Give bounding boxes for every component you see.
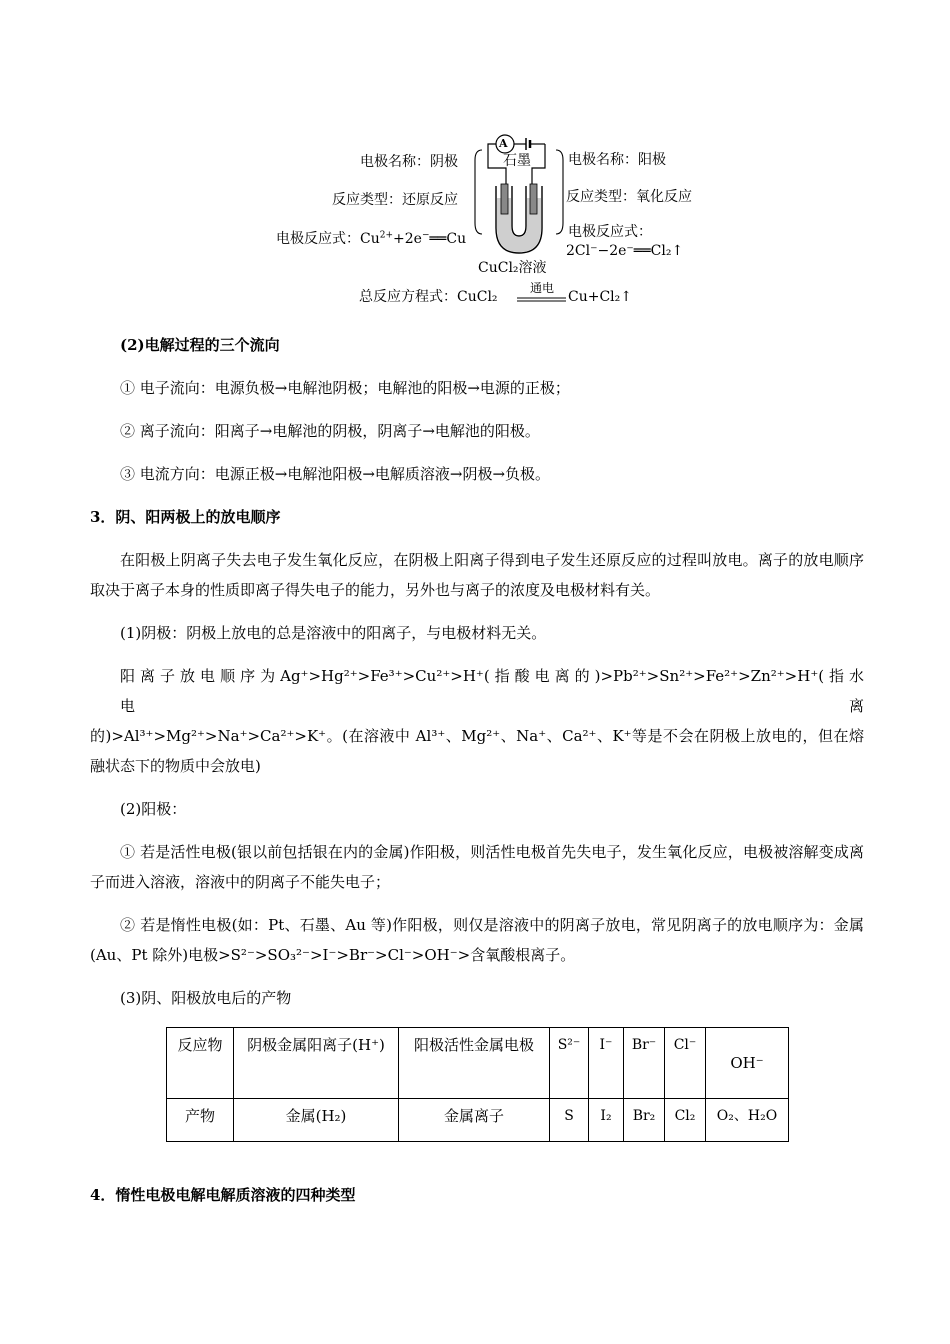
flow-ion: ② 离子流向：阳离子→电解池的阴极，阴离子→电解池的阳极。 [120,422,540,440]
table-cell: 金属离子 [399,1099,550,1142]
anode-rule-title: (2)阳极： [120,800,187,818]
table-cell: Br₂ [624,1099,665,1142]
table-cell: 产物 [167,1099,234,1142]
cation-order-line2: 的)>Al³⁺>Mg²⁺>Na⁺>Ca²⁺>K⁺。(在溶液中 Al³⁺、Mg²⁺、Na⁺、Ca²⁺、K⁺等是不会在阴极上放电的，但在熔 [90,727,864,745]
table-cell: S²⁻ [550,1028,589,1099]
flow-current: ③ 电流方向：电源正极→电解池阳极→电解质溶液→阴极→负极。 [120,465,551,483]
graphite-label: 石墨 [503,153,531,169]
cation-order-line3: 融状态下的物质中会放电) [90,757,261,775]
total-equation-prefix: 总反应方程式：CuCl₂ [359,289,498,305]
products-title: (3)阴、阳极放电后的产物 [120,989,292,1007]
solution-label: CuCl₂溶液 [478,260,547,276]
table-cell: 金属(H₂) [234,1099,399,1142]
sec4-title: 4．惰性电极电解电解质溶液的四种类型 [90,1186,356,1204]
table-row [167,1028,789,1099]
flow-electron: ① 电子流向：电源负极→电解池阴极；电解池的阳极→电源的正极； [120,379,570,397]
anode-equation-label: 电极反应式： [568,224,652,240]
electrolysis-diagram [270,128,720,313]
table-cell: I₂ [589,1099,624,1142]
table-cell: S [550,1099,589,1142]
table-cell: 阳极活性金属电极 [399,1028,550,1099]
anode-name: 电极名称：阳极 [568,152,666,168]
anode-reaction-type: 反应类型：氧化反应 [566,189,692,205]
products-table [166,1027,789,1142]
table-cell: 阴极金属阳离子(H⁺) [234,1028,399,1099]
cation-order-line1: 阳 离 子 放 电 顺 序 为 Ag⁺>Hg²⁺>Fe³⁺>Cu²⁺>H⁺( 指 酸 电 离 的 )>Pb²⁺>Sn²⁺>Fe²⁺>Zn²⁺>H⁺( 指 水 电 离 [120,667,864,715]
cation-order [90,661,864,781]
table-cell: Cl₂ [665,1099,706,1142]
cathode-rule: (1)阴极：阴极上放电的总是溶液中的阳离子，与电极材料无关。 [120,624,547,642]
total-equation-products: Cu+Cl₂↑ [568,289,632,305]
total-equation-condition: 通电 [530,281,555,295]
anode-equation: 2Cl⁻−2e⁻══Cl₂↑ [566,243,684,259]
cathode-name: 电极名称：阴极 [360,154,458,170]
anode-inert: ② 若是惰性电极(如：Pt、石墨、Au 等)作阳极，则仅是溶液中的阴离子放电，常见阴离子的放电顺序为：金属(Au、Pt 除外)电极>S²⁻>SO₃²⁻>I⁻>Br⁻>Cl⁻>OH⁻>含氧酸根离子。 [90,916,864,964]
cathode-equation: 电极反应式：$Cu^{2+}+2e^-══Cu$ [276,230,467,247]
anode-active: ① 若是活性电极(银以前包括银在内的金属)作阳极，则活性电极首先失电子，发生氧化反应，电极被溶解变成离子而进入溶液，溶液中的阴离子不能失电子； [90,843,864,891]
table-cell: 反应物 [167,1028,234,1099]
table-row [167,1099,789,1142]
table-cell: I⁻ [589,1028,624,1099]
table-cell: Cl⁻ [665,1028,706,1099]
sec3-title: 3．阴、阳两极上的放电顺序 [90,508,281,526]
ammeter-symbol: A [499,137,508,150]
discharge-intro: 在阳极上阴离子失去电子发生氧化反应，在阴极上阳离子得到电子发生还原反应的过程叫放电。离子的放电顺序取决于离子本身的性质即离子得失电子的能力，另外也与离子的浓度及电极材料有关。 [90,551,864,599]
cathode-reaction-type: 反应类型：还原反应 [332,192,458,208]
table-cell: Br⁻ [624,1028,665,1099]
table-cell: O₂、H₂O [706,1099,789,1142]
table-cell: OH⁻ [706,1028,789,1099]
sec2-title: (2)电解过程的三个流向 [120,336,280,354]
document-body [90,330,864,1210]
